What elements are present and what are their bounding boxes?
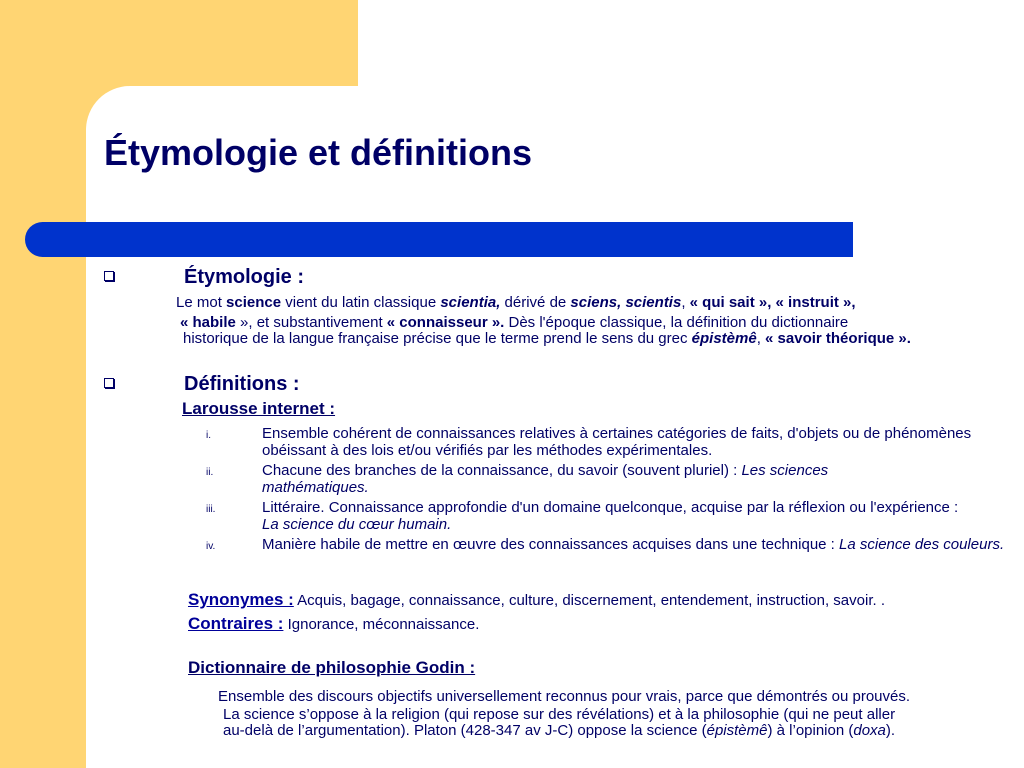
definition-item: Chacune des branches de la connaissance, du savoir (souvent pluriel) : Les sciences mathématiques.	[262, 462, 829, 496]
definition-item: Manière habile de mettre en œuvre des connaissances acquises dans une technique : La science des couleurs.	[262, 536, 1005, 553]
larousse-heading: Larousse internet :	[182, 399, 336, 418]
decor-blue-bar	[25, 222, 853, 257]
definition-item: Littéraire. Connaissance approfondie d'un domaine quelconque, acquise par la réflexion ou l'expérience : La science du cœur humain.	[262, 499, 959, 533]
item-number: i.	[206, 430, 211, 441]
etymology-paragraph-line-1: Le mot science vient du latin classique scientia, dérivé de sciens, scientis, « qui sait », « instruit »,	[176, 294, 856, 311]
antonyms-line: Contraires : Ignorance, méconnaissance.	[188, 614, 480, 633]
definition-item: Ensemble cohérent de connaissances relatives à certaines catégories de faits, d'objets ou de phénomènes obéissant à des lois et/ou vérifiés par les méthodes expérimentales.	[262, 425, 972, 459]
etymology-heading: Étymologie :	[184, 266, 305, 288]
item-number: ii.	[206, 467, 214, 478]
godin-paragraph-line-3: au-delà de l’argumentation). Platon (428-347 av J-C) oppose la science (épistèmê) à l’opinion (doxa).	[223, 722, 896, 739]
synonyms-line: Synonymes : Acquis, bagage, connaissance, culture, discernement, entendement, instruction, savoir. .	[188, 590, 885, 609]
godin-heading: Dictionnaire de philosophie Godin :	[188, 658, 476, 677]
item-number: iv.	[206, 541, 216, 552]
godin-paragraph-line-1: Ensemble des discours objectifs universellement reconnus pour vrais, parce que démontrés ou prouvés.	[218, 688, 911, 705]
godin-paragraph-line-2: La science s’oppose à la religion (qui repose sur des révélations) et à la philosophie (qui ne peut aller	[223, 706, 896, 723]
slide-title: Étymologie et définitions	[104, 132, 533, 173]
definitions-heading: Définitions :	[184, 373, 300, 395]
etymology-paragraph-line-3: historique de la langue française précise que le terme prend le sens du grec épistèmê, « savoir théorique ».	[183, 330, 911, 347]
square-bullet-icon	[104, 271, 114, 281]
etymology-paragraph-line-2: « habile », et substantivement « connaisseur ». Dès l'époque classique, la définition du dictionnaire	[180, 314, 849, 331]
item-number: iii.	[206, 504, 216, 515]
square-bullet-icon	[104, 378, 114, 388]
decor-yellow-left	[0, 0, 86, 768]
